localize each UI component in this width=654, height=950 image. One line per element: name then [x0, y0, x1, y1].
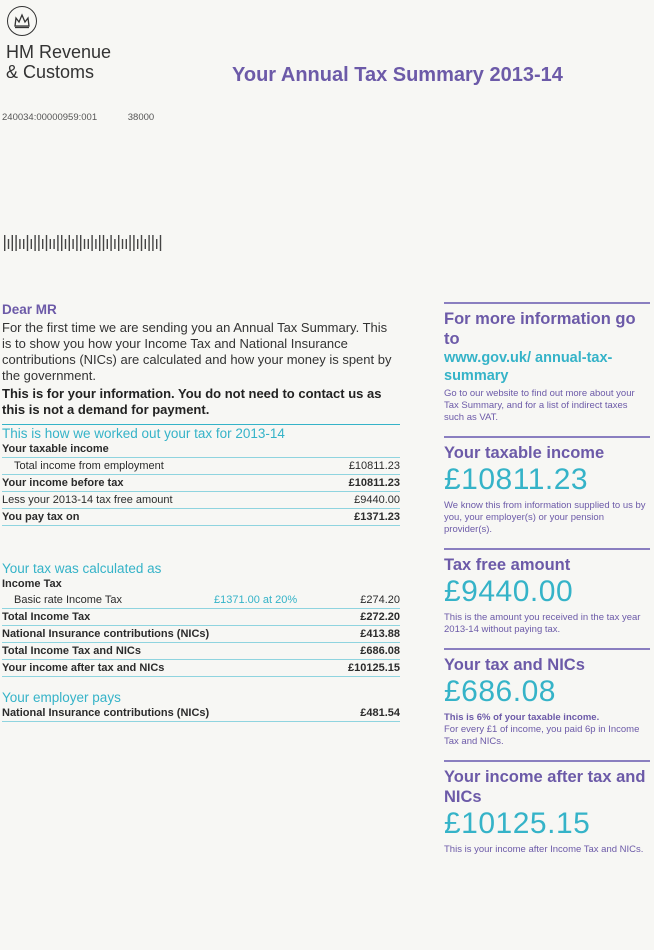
employer-nics-label: National Insurance contributions (NICs)	[2, 707, 210, 719]
gov-uk-link[interactable]: www.gov.uk/ annual-tax-summary	[444, 350, 613, 384]
income-before-tax-label: Your income before tax	[2, 477, 124, 489]
calc-heading: This is how we worked out your tax for 2013-14	[2, 424, 400, 441]
taxable-title: Your taxable income	[444, 444, 605, 462]
basic-rate-label: Basic rate Income Tax	[14, 594, 123, 606]
table-row	[2, 609, 400, 626]
after-value: £10125.15	[444, 807, 591, 840]
table-row	[2, 643, 400, 660]
not-demand-notice: This is for your information. You do not need to contact us as this is not a demand for payment.	[2, 386, 382, 417]
table-row	[2, 441, 400, 458]
income-tax-label: Income Tax	[2, 578, 62, 590]
table-row	[2, 576, 400, 592]
pay-tax-on-value: £1371.23	[354, 511, 400, 523]
after-tax-value: £10125.15	[348, 662, 400, 674]
table-row	[2, 458, 400, 475]
total-income-value: £10811.23	[348, 460, 400, 472]
taxnics-text: For every £1 of income, you paid 6p in Income Tax and NICs.	[444, 724, 640, 747]
crown-logo-icon	[7, 6, 37, 36]
tax-free-panel	[444, 548, 650, 636]
taxfree-title: Tax free amount	[444, 556, 571, 574]
reference-line	[2, 112, 182, 123]
total-income-tax-label: Total Income Tax	[2, 611, 91, 623]
nics-value: £413.88	[360, 628, 400, 640]
table-row	[2, 592, 400, 609]
employer-heading: Your employer pays	[2, 690, 121, 705]
reference-number: 240034:00000959:001	[2, 112, 98, 123]
nics-label: National Insurance contributions (NICs)	[2, 628, 210, 640]
greeting: Dear MR	[2, 302, 57, 317]
table-row	[2, 705, 400, 722]
tax-calc-heading: Your tax was calculated as	[2, 561, 162, 576]
dept-line-2: & Customs	[6, 62, 95, 82]
info-panel	[444, 302, 650, 424]
taxnics-text-bold: This is 6% of your taxable income.	[444, 712, 600, 723]
taxfree-text: This is the amount you received in the tax year 2013-14 without paying tax.	[444, 612, 641, 635]
after-tax-panel	[444, 760, 650, 856]
document-title: Your Annual Tax Summary 2013-14	[232, 64, 563, 86]
table-row	[2, 626, 400, 643]
after-text: This is your income after Income Tax and NICs.	[444, 844, 644, 855]
taxable-income-label: Your taxable income	[2, 443, 109, 455]
taxable-value: £10811.23	[444, 463, 589, 496]
postal-barcode	[4, 233, 166, 253]
table-row	[2, 475, 400, 492]
info-text: Go to our website to find out more about your Tax Summary, and for a list of indirect taxes such as VAT.	[444, 388, 635, 423]
tax-free-label: Less your 2013-14 tax free amount	[2, 494, 173, 506]
reference-code: 38000	[127, 112, 155, 123]
total-tax-nics-label: Total Income Tax and NICs	[2, 645, 141, 657]
summary-sidebar	[444, 302, 650, 868]
employer-nics-value: £481.54	[360, 707, 400, 719]
tax-nics-panel	[444, 648, 650, 748]
pay-tax-on-label: You pay tax on	[2, 511, 80, 523]
table-row	[2, 509, 400, 526]
total-tax-nics-value: £686.08	[360, 645, 400, 657]
dept-line-1: HM Revenue	[6, 42, 112, 62]
intro-paragraph: For the first time we are sending you an Annual Tax Summary. This is to show you how your Income Tax and National Insurance contributions (NICs) are calculated and how your money is spent by the government.	[2, 320, 392, 383]
taxfree-value: £9440.00	[444, 575, 574, 608]
basic-rate-calc: £1371.00 at 20%	[214, 594, 298, 606]
basic-rate-value: £274.20	[360, 594, 400, 606]
income-before-tax-value: £10811.23	[348, 477, 400, 489]
total-income-label: Total income from employment	[14, 460, 164, 472]
tax-free-value: £9440.00	[354, 494, 400, 506]
taxnics-value: £686.08	[444, 675, 556, 708]
table-row	[2, 492, 400, 509]
taxable-income-panel	[444, 436, 650, 536]
info-title: For more information go to	[444, 310, 636, 348]
after-title: Your income after tax and NICs	[444, 768, 646, 806]
department-name	[6, 42, 111, 82]
total-income-tax-value: £272.20	[360, 611, 400, 623]
table-row	[2, 660, 400, 677]
taxnics-title: Your tax and NICs	[444, 656, 585, 674]
after-tax-label: Your income after tax and NICs	[2, 662, 165, 674]
taxable-text: We know this from information supplied to us by you, your employer(s) or your pension provider(s).	[444, 500, 646, 535]
letter-body	[2, 302, 400, 722]
